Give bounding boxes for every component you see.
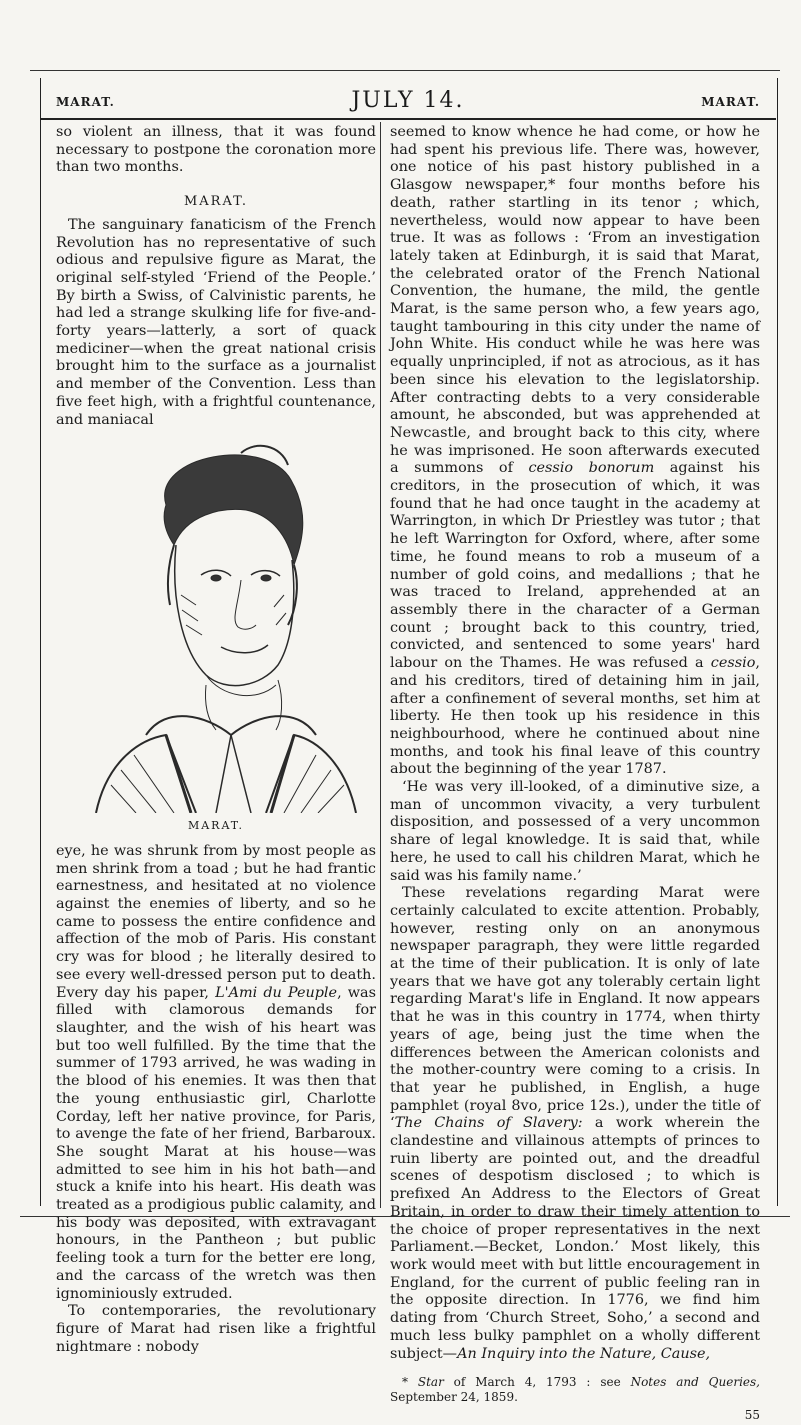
page-number: 55 [744,1408,760,1423]
italic-text: L'Ami du Peuple [215,984,338,1001]
paragraph [56,843,376,1303]
portrait-caption: MARAT. [187,819,245,833]
text-run: September 24, 1859. [390,1390,518,1405]
footnote-text [390,1375,760,1405]
running-head-left: MARAT. [56,95,115,109]
paragraph: ‘He was very ill-looked, of a diminutive size, a man of uncommon vivacity, a very turbulent disposition, and possessed of a very uncommon share of legal knowledge. It is said that, while here, he used to call his children Marat, which he said was his family name.’ [390,779,760,884]
italic-text: cessio [710,655,756,672]
paragraph: To contemporaries, the revolutionary figure of Marat had risen like a frightful nightmare : nobody [56,1303,376,1355]
right-column [390,124,760,1425]
paragraph [390,885,760,1363]
footnote [390,1375,760,1405]
running-head-date: JULY 14. [351,88,465,113]
paragraph: The sanguinary fanaticism of the French Revolution has no representative of such odious and repulsive figure as Marat, the original self-styled ‘Friend of the People.’ By birth a Swiss, of Calvinistic parents, he had led a strange skulking life for five-and-forty years—latterly, a sort of quack mediciner—when the great national crisis brought him to the surface as a journalist and member of the Convention. Less than five feet high, with a frightful countenance, and maniacal [56,216,376,428]
text-run: , was filled with clamorous demands for slaughter, and the wish of his heart was but too well fulfilled. By the time that the summer of 1793 arrived, he was wading in the blood of his enemies. It was then that the young enthusiastic girl, Charlotte Corday, left her native province, for Paris, to avenge the fate of her friend, Barbaroux. She sought Marat at his house—was admitted to see him in his hot bath—and stuck a knife into his heart. His death was treated as a prodigious public calamity, and his body was deposited, with extravagant honours, in the Pantheon ; but public feeling took a turn for the better ere long, and the carcass of the wretch was then ignominiously extruded. [56,984,377,1302]
section-heading: MARAT. [183,194,249,210]
left-column [56,124,376,1356]
bottom-rule [20,1216,790,1217]
italic-text: An Inquiry into the Nature, Cause, [457,1345,711,1362]
italic-text: cessio bonorum [528,460,655,477]
column-divider [380,122,381,1208]
marat-portrait-engraving [56,435,376,813]
italic-text: Notes and Queries, [630,1375,760,1390]
text-run: These revelations regarding Marat were certainly calculated to excite attention. Probably, however, resting only on an anonymous newspaper paragraph, they were little regarded at the time of their publication. It is only of late years that we have got any tolerably certain light regarding Marat's life in England. It now appears that he was in this country in 1774, when thirty years of age, being just the time when the differences between the American colonists and the mother-country were coming to a crisis. In that year he published, in English, a huge pamphlet (royal 8vo, price 12s.), under the title of ‘ [390,885,760,1132]
intro-paragraph: so violent an illness, that it was found necessary to postpone the coronation more than two months. [56,124,376,176]
text-run: , and his creditors, tired of detaining him in jail, after a confinement of several months, set him at liberty. He then took up his residence in this neighbourhood, where he continued about nine months, and took his final leave of this country about the beginning of the year 1787. [390,655,760,778]
text-run: a work wherein the clandestine and villainous attempts of princes to ruin liberty are pointed out, and the dreadful scenes of despotism disclosed ; to which is prefixed An Address to the Electors of Great Britain, in order to draw their timely attention to the choice of proper representatives in the next Parliament.—Becket, London.’ Most likely, this work would meet with but little encouragement in England, for the current of public feeling ran in the opposite direction. In 1776, we find him dating from ‘Church Street, Soho,’ a second and much less bulky pamphlet on a wholly different subject— [390,1115,760,1362]
text-run: against his creditors, in the prosecution of which, it was found that he had once taught in the academy at Warrington, in which Dr Priestley was tutor ; that he left Warrington for Oxford, where, after some time, he found means to rob a museum of a number of gold coins, and medallions ; that he was traced to Ireland, apprehended at an assembly there in the character of a German count ; brought back to this country, tried, convicted, and sentenced to some years' hard labour on the Thames. He was refused a [390,460,760,672]
page-header [40,78,776,120]
text-run: of March 4, 1793 : see [443,1375,631,1390]
italic-text: The Chains of Slavery: [394,1115,583,1132]
text-run: eye, he was shrunk from by most people as men shrink from a toad ; but he had frantic earnestness, and hesitated at no violence against the enemies of liberty, and so he came to possess the entire confidence and affection of the mob of Paris. His constant cry was for blood ; he literally desired to see every well-dressed person put to death. Every day his paper, [56,842,376,1001]
paragraph [390,124,760,779]
text-run: * [402,1375,418,1390]
italic-text: Star [417,1375,444,1390]
text-run: seemed to know whence he had come, or how he had spent his previous life. There was, however, one notice of his past history published in a Glasgow newspaper,* four months before his death, rather startling in its tenor ; which, nevertheless, would now appear to have been true. It was as follows : ‘From an investigation lately taken at Edinburgh, it is said that Marat, the celebrated orator of the French National Convention, the humane, the mild, the gentle Marat, is the same person who, a few years ago, taught tambouring in this city under the name of John White. His conduct while he was here was equally unprincipled, if not as atrocious, as it has been since his elevation to the legislatorship. After contracting debts to a very considerable amount, he absconded, but was apprehended at Newcastle, and brought back to this city, where he was imprisoned. He soon afterwards executed a summons of [390,124,760,477]
top-rule [30,70,780,71]
running-head-right: MARAT. [701,95,760,109]
